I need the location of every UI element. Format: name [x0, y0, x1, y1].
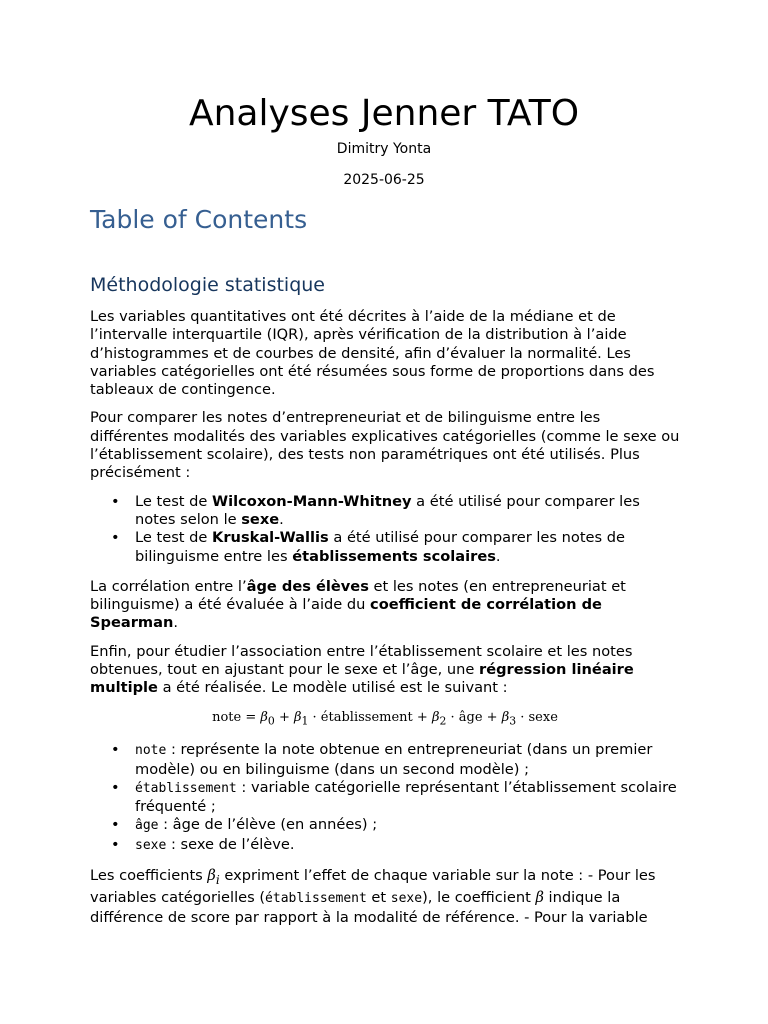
variables-list	[90, 741, 680, 855]
paragraph-nonparametric-tests: Pour comparer les notes d’entrepreneuriat et de bilinguisme entre les différentes modalités des variables explicatives catégorielles (comme le sexe ou l’établissement scolaire), des tests non paramétriques ont été utilisés. Plus précisément :	[90, 409, 680, 482]
list-item: • âge : âge de l’élève (en années) ;	[135, 816, 680, 835]
paragraph-regression: Enfin, pour étudier l’association entre l’établissement scolaire et les notes obtenues, tout en ajustant pour le sexe et l’âge, une régression linéaire multiple a été réalisée. Le modèle utilisé est le suivant :	[90, 642, 634, 697]
list-item: • établissement : variable catégorielle représentant l’établissement scolaire fréquenté ;	[135, 779, 680, 817]
regression-equation: note = $\beta_0 + \beta_1$ · établissement + $\beta_2$ · âge + $\beta_3$ · sexe	[212, 709, 558, 728]
paragraph-correlation: La corrélation entre l’âge des élèves et les notes (en entrepreneuriat et bilinguisme) a été évaluée à l’aide du coefficient de corrélation de Spearman.	[90, 577, 626, 632]
paragraph-descriptive-stats: Les variables quantitatives ont été décrites à l’aide de la médiane et de l’intervalle interquartile (IQR), après vérification de la distribution à l’aide d’histogrammes et de courbes de densité, afin d’évaluer la normalité. Les variables catégorielles ont été résumées sous forme de proportions dans des tableaux de contingence.	[90, 308, 655, 399]
list-item: • Le test de Kruskal-Wallis a été utilisé pour comparer les notes de bilinguisme entre les établissements scolaires.	[135, 529, 680, 566]
list-item: • note : représente la note obtenue en entrepreneuriat (dans un premier modèle) ou en bilinguisme (dans un second modèle) ;	[135, 741, 680, 779]
list-item: • Le test de Wilcoxon-Mann-Whitney a été utilisé pour comparer les notes selon le sexe.	[135, 493, 680, 530]
document-title: Analyses Jenner TATO	[188, 93, 580, 134]
list-item: • sexe : sexe de l’élève.	[135, 836, 680, 855]
document-date: 2025-06-25	[343, 172, 425, 188]
section-methodology	[90, 272, 680, 937]
toc-heading[interactable]: Table of Contents	[90, 205, 308, 234]
paragraph-coefficients: Les coefficients $\beta_i$ expriment l’effet de chaque variable sur la note : - Pour les variables catégorielles (établissement et sexe), le coefficient β indique la différence de score par rapport à la modalité de référence. - Pour la variable	[90, 867, 656, 926]
document-author: Dimitry Yonta	[336, 141, 432, 157]
tests-list	[90, 493, 680, 566]
section-heading: Méthodologie statistique	[90, 274, 325, 296]
